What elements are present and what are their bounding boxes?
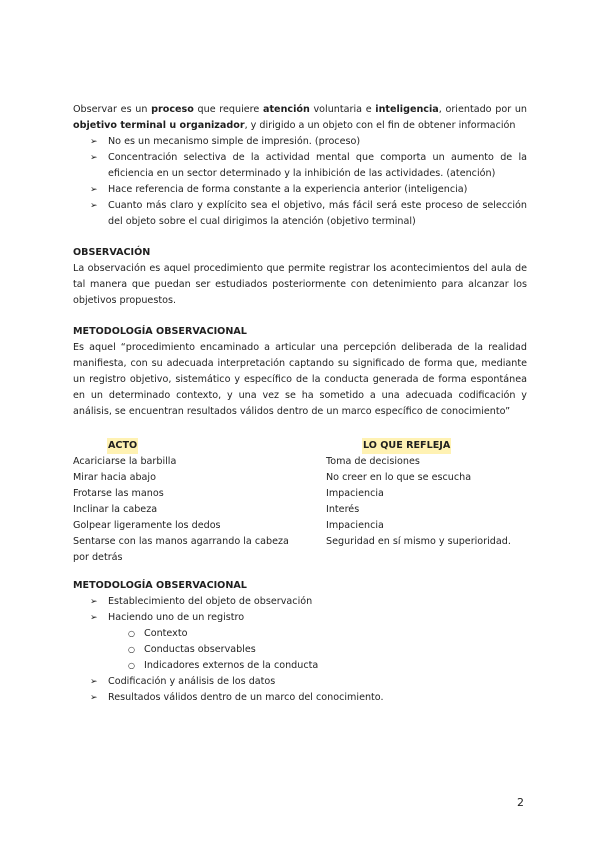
sublist-item-text: Indicadores externos de la conducta [144, 660, 319, 671]
list-item [73, 182, 527, 198]
observacion-paragraph: La observación es aquel procedimiento que permite registrar los acontecimientos del aula de tal manera que puedan ser estudiados posteriormente con detenimiento para alcanzar los objetivos propuestos. [73, 263, 527, 306]
table-cell-refleja: Seguridad en sí mismo y superioridad. [326, 536, 511, 547]
intro-text-1: Observar es un [73, 104, 152, 115]
sublist-item [73, 642, 527, 658]
list-item [73, 134, 527, 150]
list-item-text: No es un mecanismo simple de impresión. (proceso) [108, 136, 361, 147]
metodologia-heading-1: METODOLOGÍA OBSERVACIONAL [73, 326, 247, 337]
table-cell-refleja: Impaciencia [326, 520, 384, 531]
intro-bold-objetivo: objetivo terminal u organizador [73, 120, 245, 131]
intro-bold-inteligencia: inteligencia [375, 104, 439, 115]
arrow-bullet-icon: ➢ [90, 137, 98, 147]
list-item [73, 198, 527, 230]
list-item-text: Cuanto más claro y explícito sea el objetivo, más fácil será este proceso de selección del objeto sobre el cual dirigimos la atención (objetivo terminal) [108, 200, 527, 227]
table-cell-acto: Golpear ligeramente los dedos [73, 520, 221, 531]
arrow-bullet-icon: ➢ [90, 185, 98, 195]
circle-bullet-icon: ○ [128, 629, 135, 638]
arrow-bullet-icon: ➢ [90, 201, 98, 211]
list-item-text: Resultados válidos dentro de un marco del conocimiento. [108, 692, 384, 703]
circle-bullet-icon: ○ [128, 645, 135, 654]
circle-bullet-icon: ○ [128, 661, 135, 670]
intro-bold-atencion: atención [263, 104, 310, 115]
table-cell-refleja: Impaciencia [326, 488, 384, 499]
intro-paragraph [73, 102, 527, 134]
registro-sublist [73, 626, 527, 674]
intro-text-4: , orientado por un [438, 104, 528, 115]
arrow-bullet-icon: ➢ [90, 613, 98, 623]
refleja-header: LO QUE REFLEJA [362, 438, 451, 454]
intro-list [73, 134, 527, 230]
metodologia-list [73, 594, 527, 626]
list-item-text: Codificación y análisis de los datos [108, 676, 276, 687]
acto-refleja-table [73, 438, 527, 578]
arrow-bullet-icon: ➢ [90, 153, 98, 163]
table-cell-acto: Frotarse las manos [73, 488, 164, 499]
acto-column [73, 438, 303, 566]
list-item [73, 674, 527, 690]
document-page [73, 102, 527, 706]
list-item [73, 690, 527, 706]
list-item-text: Haciendo uno de un registro [108, 612, 245, 623]
table-cell-acto: Sentarse con las manos agarrando la cabeza por detrás [73, 536, 289, 563]
intro-text-3: voluntaria e [309, 104, 376, 115]
list-item [73, 610, 527, 626]
sublist-item [73, 626, 527, 642]
observacion-heading: OBSERVACIÓN [73, 247, 151, 258]
arrow-bullet-icon: ➢ [90, 597, 98, 607]
arrow-bullet-icon: ➢ [90, 677, 98, 687]
list-item [73, 594, 527, 610]
sublist-item [73, 658, 527, 674]
list-item-text: Hace referencia de forma constante a la experiencia anterior (inteligencia) [108, 184, 468, 195]
metodologia-list-continued [73, 674, 527, 706]
table-cell-refleja: Toma de decisiones [326, 456, 420, 467]
arrow-bullet-icon: ➢ [90, 693, 98, 703]
intro-text-5: , y dirigido a un objeto con el fin de obtener información [244, 120, 516, 131]
refleja-column [326, 438, 526, 550]
table-cell-refleja: No creer en lo que se escucha [326, 472, 472, 483]
list-item [73, 150, 527, 182]
page-number: 2 [517, 796, 524, 809]
table-cell-acto: Inclinar la cabeza [73, 504, 158, 515]
intro-text-2: que requiere [193, 104, 263, 115]
metodologia-heading-2: METODOLOGÍA OBSERVACIONAL [73, 580, 247, 591]
table-cell-acto: Acariciarse la barbilla [73, 456, 177, 467]
sublist-item-text: Conductas observables [144, 644, 256, 655]
metodologia-paragraph: Es aquel “procedimiento encaminado a articular una percepción deliberada de la realidad manifiesta, con su adecuada interpretación captando su significado de forma que, mediante un registro objetivo, sistemático y específico de la conducta generada de forma espontánea en un determinado contexto, y una vez se ha sometido a una adecuada codificación y análisis, se encuentran resultados válidos dentro de un marco específico de conocimiento” [73, 342, 527, 417]
list-item-text: Establecimiento del objeto de observación [108, 596, 313, 607]
table-cell-acto: Mirar hacia abajo [73, 472, 156, 483]
intro-bold-proceso: proceso [151, 104, 194, 115]
table-cell-refleja: Interés [326, 504, 360, 515]
acto-header: ACTO [107, 438, 138, 454]
list-item-text: Concentración selectiva de la actividad mental que comporta un aumento de la eficiencia en un sector determinado y la inhibición de las actividades. (atención) [108, 152, 527, 179]
sublist-item-text: Contexto [144, 628, 188, 639]
